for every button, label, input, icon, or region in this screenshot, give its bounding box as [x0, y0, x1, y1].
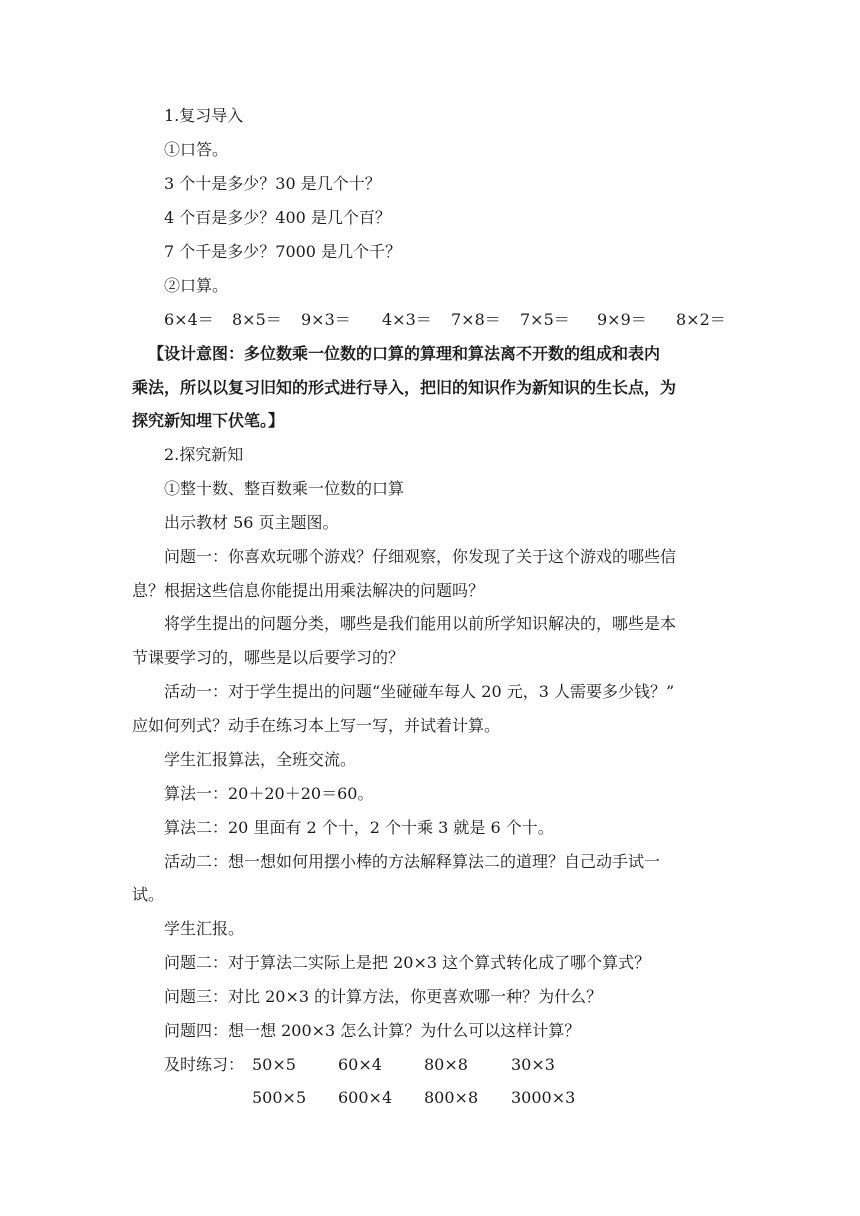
practice-item: 50×5 [252, 1055, 296, 1074]
oral-calc-item: 8×2＝ [676, 310, 726, 329]
oral-calc-item: 4×3＝ [382, 310, 432, 329]
oral-calc-item: 7×5＝ [520, 310, 570, 329]
design-intent-line-2: 乘法，所以以复习旧知的形式进行导入，把旧的知识作为新知识的生长点，为 [132, 378, 677, 397]
practice-item: 80×8 [424, 1055, 468, 1074]
activity1-line-1: 活动一：对于学生提出的问题“坐碰碰车每人 20 元，3 人需要多少钱？” [164, 682, 675, 701]
oral-calc-item: 6×4＝ [164, 310, 214, 329]
question1-line-1: 问题一：你喜欢玩哪个游戏？仔细观察，你发现了关于这个游戏的哪些信 [164, 547, 677, 566]
classify-line-1: 将学生提出的问题分类，哪些是我们能用以前所学知识解决的，哪些是本 [164, 614, 677, 633]
oral-question-3: 7 个千是多少？7000 是几个千？ [164, 242, 402, 261]
show-textbook: 出示教材 56 页主题图。 [164, 513, 339, 532]
classify-line-2: 节课要学习的，哪些是以后要学习的？ [132, 648, 405, 667]
oral-calc-item: 7×8＝ [451, 310, 501, 329]
practice-item: 30×3 [511, 1055, 555, 1074]
oral-calc-title: ②口算。 [164, 276, 229, 295]
practice-label: 及时练习： [164, 1055, 245, 1074]
activity2-line-2: 试。 [132, 885, 165, 904]
oral-question-1: 3 个十是多少？30 是几个十？ [164, 174, 381, 193]
method1: 算法一：20＋20＋20＝60。 [164, 784, 374, 803]
section1-heading: 1.复习导入 [164, 106, 244, 125]
activity2-line-1: 活动二：想一想如何用摆小棒的方法解释算法二的道理？自己动手试一 [164, 852, 661, 871]
oral-calc-item: 9×9＝ [597, 310, 647, 329]
question3: 问题三：对比 20×3 的计算方法，你更喜欢哪一种？为什么？ [164, 987, 603, 1006]
oral-answer-title: ①口答。 [164, 140, 229, 159]
design-intent-line-1: 【设计意图：多位数乘一位数的口算的算理和算法离不开数的组成和表内 [148, 344, 661, 363]
oral-question-2: 4 个百是多少？400 是几个百？ [164, 208, 391, 227]
oral-calc-item: 8×5＝ [232, 310, 282, 329]
practice-item: 600×4 [338, 1088, 393, 1107]
activity1-line-2: 应如何列式？动手在练习本上写一写，并试着计算。 [132, 716, 501, 735]
student-report: 学生汇报。 [164, 919, 245, 938]
section2-heading: 2.探究新知 [164, 445, 244, 464]
question2: 问题二：对于算法二实际上是把 20×3 这个算式转化成了哪个算式？ [164, 953, 651, 972]
practice-item: 3000×3 [511, 1088, 576, 1107]
question1-line-2: 息？根据这些信息你能提出用乘法解决的问题吗？ [132, 581, 485, 600]
design-intent-line-3: 探究新知埋下伏笔。】 [132, 411, 285, 430]
practice-item: 800×8 [424, 1088, 479, 1107]
oral-calc-item: 9×3＝ [301, 310, 351, 329]
practice-item: 60×4 [338, 1055, 382, 1074]
practice-item: 500×5 [252, 1088, 307, 1107]
method2: 算法二：20 里面有 2 个十，2 个十乘 3 就是 6 个十。 [164, 818, 554, 837]
subsection-1-title: ①整十数、整百数乘一位数的口算 [164, 479, 405, 498]
question4: 问题四：想一想 200×3 怎么计算？为什么可以这样计算？ [164, 1021, 581, 1040]
report-exchange: 学生汇报算法，全班交流。 [164, 750, 357, 769]
